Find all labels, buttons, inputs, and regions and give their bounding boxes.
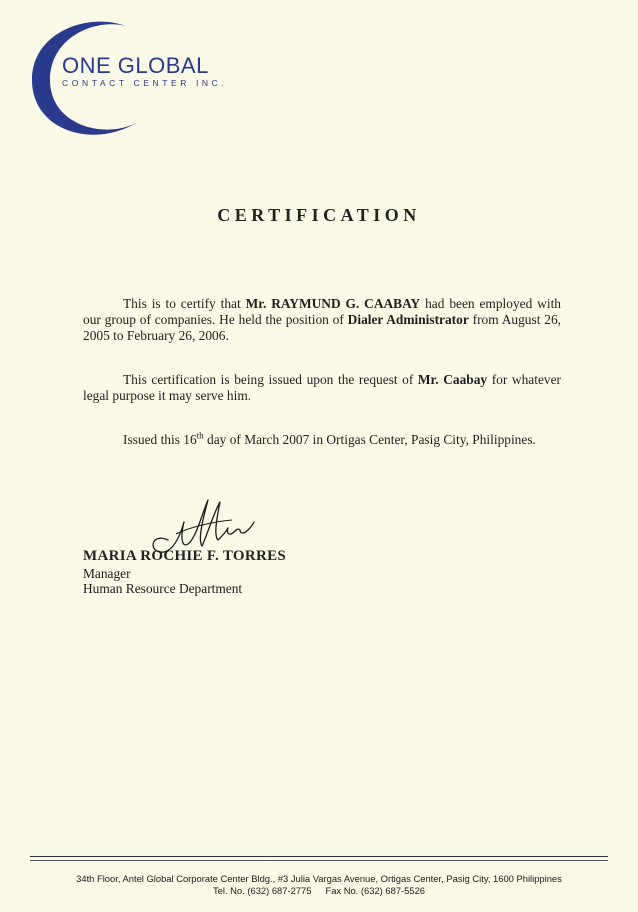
purpose-paragraph bbox=[83, 372, 561, 404]
footer-tel: Tel. No. (632) 687-2775 bbox=[212, 885, 312, 896]
footer-fax: Fax No. (632) 687-5526 bbox=[325, 885, 426, 896]
footer-address: 34th Floor, Antel Global Corporate Center Bldg., #3 Julia Vargas Avenue, Ortigas Center, Pasig City, 1600 Philippines bbox=[76, 873, 562, 884]
signatory-name: MARIA ROCHIE F. TORRES bbox=[83, 548, 287, 564]
certification-paragraph bbox=[83, 296, 561, 344]
footer-divider bbox=[30, 856, 608, 857]
signatory-department: Human Resource Department bbox=[83, 581, 243, 596]
issued-text: Issued this 16 bbox=[123, 432, 197, 447]
footer bbox=[0, 873, 638, 897]
footer-contacts bbox=[0, 885, 638, 897]
logo-company-tagline: CONTACT CENTER INC. bbox=[62, 78, 228, 88]
employee-short-name: Mr. Caabay bbox=[417, 372, 488, 387]
issued-text: day of March 2007 in Ortigas Center, Pasig City, Philippines. bbox=[203, 432, 536, 447]
paragraph-text: from August 26, 2005 to February 26, 2006. bbox=[83, 312, 561, 343]
logo-company-name: ONE GLOBAL bbox=[62, 53, 209, 78]
employee-name: Mr. RAYMUND G. CAABAY bbox=[245, 296, 421, 311]
ordinal-suffix: th bbox=[196, 430, 204, 441]
paragraph-text: had been employed with our group of companies. He held the position of bbox=[83, 296, 561, 327]
paragraph-text: This is to certify that bbox=[123, 296, 246, 311]
employee-position: Dialer Administrator bbox=[347, 312, 469, 327]
paragraph-text: for whatever legal purpose it may serve him. bbox=[83, 372, 561, 403]
footer-divider bbox=[30, 860, 608, 861]
company-logo bbox=[26, 18, 228, 143]
issued-line bbox=[123, 432, 563, 448]
document-title: CERTIFICATION bbox=[217, 205, 421, 225]
paragraph-text: This certification is being issued upon the request of bbox=[123, 372, 418, 387]
signatory-title: Manager bbox=[83, 566, 131, 581]
